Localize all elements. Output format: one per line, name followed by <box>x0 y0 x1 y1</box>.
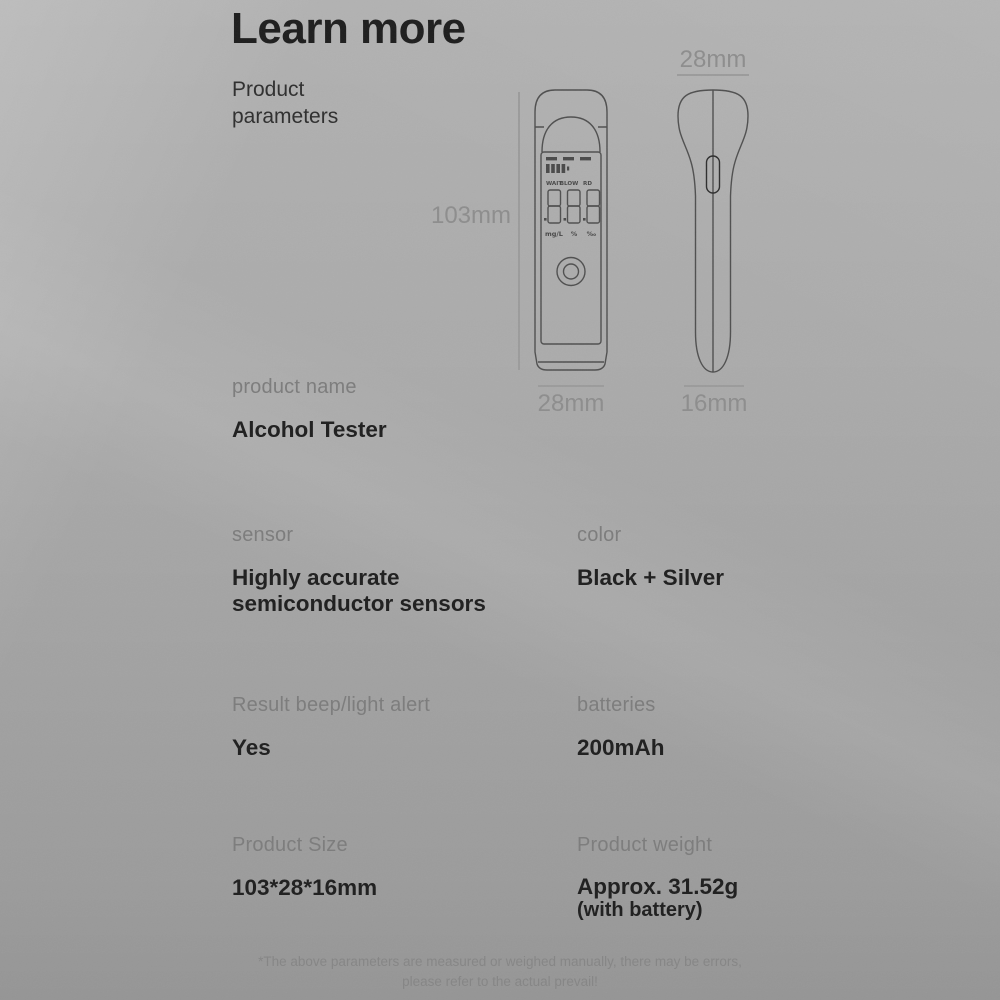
spec-sensor <box>232 524 500 617</box>
side-view-diagram <box>670 86 756 378</box>
spec-alert <box>232 694 430 761</box>
spec-value-product-name: Alcohol Tester <box>232 417 387 442</box>
lcd-unit-percent: % <box>570 230 578 238</box>
dim-label-side-width: 16mm <box>680 390 748 417</box>
spec-label-size: Product Size <box>232 834 348 856</box>
dim-line-front-width <box>538 385 604 387</box>
spec-color <box>577 524 724 591</box>
footer-disclaimer-line1: *The above parameters are measured or weighed manually, there may be errors, <box>258 954 742 969</box>
spec-value-size: 103*28*16mm <box>232 875 378 900</box>
spec-value-color: Black + Silver <box>577 565 724 590</box>
spec-label-batteries: batteries <box>577 694 656 716</box>
footer-disclaimer-line2: please refer to the actual prevail! <box>402 974 598 989</box>
dim-label-height: 103mm <box>430 202 511 229</box>
lcd-status-rd: RD <box>583 181 592 187</box>
power-button-inner-ring <box>564 264 579 279</box>
footer-disclaimer <box>0 952 1000 992</box>
dim-line-side-width <box>684 385 744 387</box>
spec-product-name <box>232 376 387 443</box>
dim-label-front-width: 28mm <box>537 390 605 417</box>
power-button-outer-ring <box>557 258 585 286</box>
spec-label-product-name: product name <box>232 376 357 398</box>
spec-label-sensor: sensor <box>232 524 294 546</box>
lcd-status-blow: BLOW <box>559 181 579 187</box>
dim-line-side-top-width <box>677 74 749 76</box>
lcd-unit-permille: ‰ <box>586 230 596 238</box>
spec-batteries <box>577 694 665 761</box>
lcd-unit-mgl: mg/L <box>545 230 563 238</box>
spec-value-sensor: Highly accurate semiconductor sensors <box>232 565 486 616</box>
dim-label-side-top-width: 28mm <box>679 46 747 73</box>
front-mouthpiece-arch <box>542 117 600 152</box>
front-view-diagram <box>529 86 613 376</box>
spec-label-alert: Result beep/light alert <box>232 694 431 716</box>
spec-label-weight: Product weight <box>577 834 713 856</box>
page-title: Learn more <box>231 4 466 53</box>
battery-indicator-icon <box>546 164 569 173</box>
spec-label-color: color <box>577 524 622 546</box>
lcd-digits-888 <box>544 190 600 223</box>
section-subtitle: Product parameters <box>232 78 339 128</box>
dim-line-height <box>518 92 520 370</box>
spec-value-weight-note: (with battery) <box>577 899 703 921</box>
spec-value-weight: Approx. 31.52g <box>577 874 739 899</box>
spec-value-batteries: 200mAh <box>577 735 665 760</box>
lcd-segment-dashes <box>546 157 591 160</box>
spec-weight <box>577 834 738 922</box>
spec-value-alert: Yes <box>232 735 271 760</box>
lcd-status-wait: WAIT <box>546 181 563 187</box>
spec-size <box>232 834 377 901</box>
